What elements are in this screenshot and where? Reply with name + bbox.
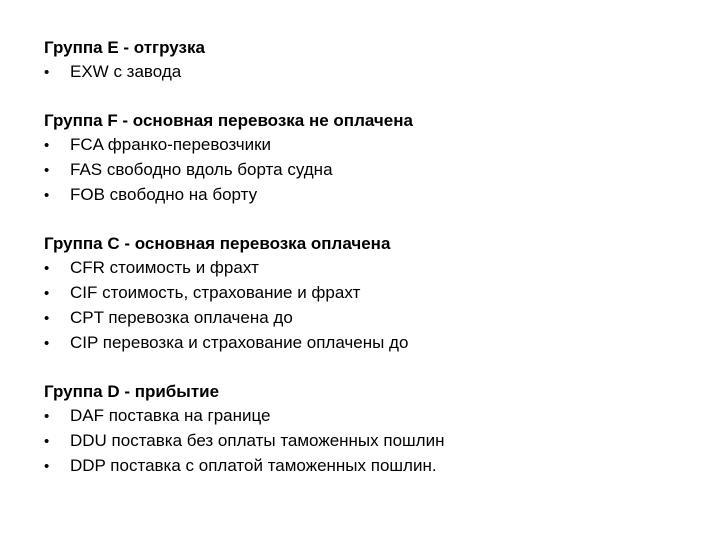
list-item <box>44 256 704 281</box>
list-item-text: CIP перевозка и страхование оплачены до <box>70 333 409 352</box>
list-item <box>44 331 704 356</box>
bullet-icon: • <box>44 408 50 425</box>
bullet-icon: • <box>44 162 50 179</box>
list-item <box>44 60 704 85</box>
list-item-text: EXW с завода <box>70 62 182 81</box>
slide-content <box>44 36 704 503</box>
bullet-icon: • <box>44 285 50 302</box>
group-title: Группа C - основная перевозка оплачена <box>44 234 391 253</box>
bullet-icon: • <box>44 64 50 81</box>
list-item <box>44 183 704 208</box>
group-title: Группа D - прибытие <box>44 382 220 401</box>
list-item-text: CPT перевозка оплачена до <box>70 308 293 327</box>
list-item-text: DAF поставка на границе <box>70 406 271 425</box>
group-title: Группа E - отгрузка <box>44 38 205 57</box>
bullet-icon: • <box>44 433 50 450</box>
group-e <box>44 36 704 85</box>
list-item <box>44 306 704 331</box>
group-d <box>44 380 704 479</box>
bullet-icon: • <box>44 310 50 327</box>
list-item <box>44 404 704 429</box>
bullet-icon: • <box>44 187 50 204</box>
list-item <box>44 158 704 183</box>
list-item-text: FOB свободно на борту <box>70 185 258 204</box>
list-item-text: CFR стоимость и фрахт <box>70 258 259 277</box>
list-item <box>44 429 704 454</box>
list-item-text: DDP поставка с оплатой таможенных пошлин. <box>70 456 437 475</box>
bullet-icon: • <box>44 260 50 277</box>
list-item <box>44 133 704 158</box>
bullet-icon: • <box>44 458 50 475</box>
bullet-icon: • <box>44 335 50 352</box>
group-f <box>44 109 704 208</box>
list-item-text: FAS свободно вдоль борта судна <box>70 160 333 179</box>
bullet-icon: • <box>44 137 50 154</box>
list-item-text: CIF стоимость, страхование и фрахт <box>70 283 361 302</box>
group-c <box>44 232 704 356</box>
list-item <box>44 454 704 479</box>
group-title: Группа F - основная перевозка не оплачена <box>44 111 413 130</box>
list-item-text: FCA франко-перевозчики <box>70 135 272 154</box>
list-item <box>44 281 704 306</box>
list-item-text: DDU поставка без оплаты таможенных пошлин <box>70 431 445 450</box>
